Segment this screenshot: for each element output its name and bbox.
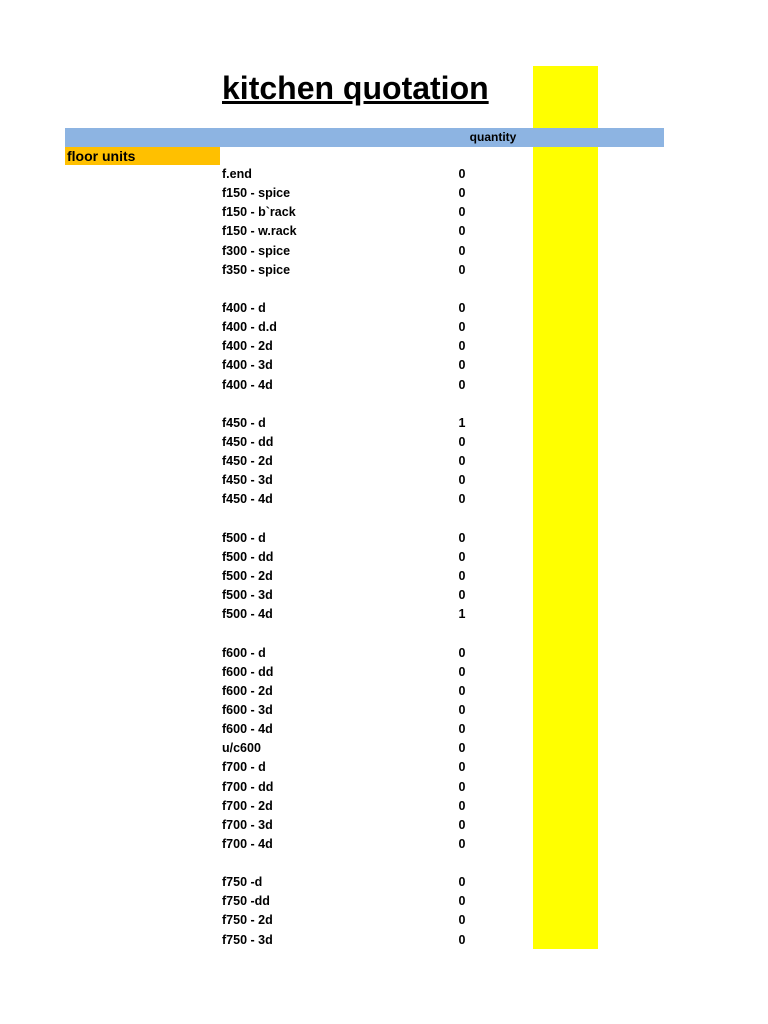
item-quantity: 0 — [458, 913, 466, 928]
item-quantity: 0 — [458, 549, 466, 564]
item-quantity: 0 — [458, 894, 466, 909]
item-quantity: 0 — [458, 434, 466, 449]
table-row — [0, 682, 768, 701]
table-row — [0, 184, 768, 203]
item-name: u/c600 — [222, 741, 261, 756]
item-name: f600 - d — [222, 645, 266, 660]
table-row — [0, 605, 768, 624]
table-row — [0, 356, 768, 375]
item-quantity: 0 — [458, 817, 466, 832]
item-name: f300 - spice — [222, 243, 291, 258]
table-row — [0, 490, 768, 509]
item-quantity: 0 — [458, 224, 466, 239]
item-quantity: 0 — [458, 300, 466, 315]
item-quantity: 0 — [458, 588, 466, 603]
table-row — [0, 720, 768, 739]
item-quantity: 0 — [458, 760, 466, 775]
table-row — [0, 318, 768, 337]
item-quantity: 0 — [458, 779, 466, 794]
table-row — [0, 873, 768, 892]
item-name: f450 - dd — [222, 434, 274, 449]
item-name: f600 - 2d — [222, 683, 273, 698]
item-name: f600 - 4d — [222, 722, 273, 737]
table-row — [0, 663, 768, 682]
item-name: f500 - 3d — [222, 588, 273, 603]
item-quantity: 0 — [458, 320, 466, 335]
item-name: f400 - 3d — [222, 358, 273, 373]
item-quantity: 0 — [458, 836, 466, 851]
table-row — [0, 835, 768, 854]
item-name: f350 - spice — [222, 262, 291, 277]
item-name: f150 - spice — [222, 186, 291, 201]
item-quantity: 0 — [458, 722, 466, 737]
item-name: f700 - 4d — [222, 836, 273, 851]
table-row-blank — [0, 624, 768, 643]
item-name: f500 - dd — [222, 549, 274, 564]
item-quantity: 0 — [458, 377, 466, 392]
table-row — [0, 203, 768, 222]
item-quantity: 0 — [458, 932, 466, 947]
item-name: f500 - 2d — [222, 568, 273, 583]
item-quantity: 0 — [458, 454, 466, 469]
table-row — [0, 586, 768, 605]
item-quantity: 0 — [458, 568, 466, 583]
item-name: f700 - d — [222, 760, 266, 775]
item-quantity: 0 — [458, 473, 466, 488]
item-quantity: 0 — [458, 741, 466, 756]
table-row — [0, 758, 768, 777]
item-name: f450 - 4d — [222, 492, 273, 507]
table-row — [0, 529, 768, 548]
table-row-blank — [0, 395, 768, 414]
table-row-blank — [0, 510, 768, 529]
item-name: f400 - d.d — [222, 320, 277, 335]
item-name: f500 - d — [222, 530, 266, 545]
item-name: f700 - 2d — [222, 798, 273, 813]
item-quantity: 0 — [458, 358, 466, 373]
table-row — [0, 452, 768, 471]
table-row — [0, 911, 768, 930]
table-row-blank — [0, 854, 768, 873]
item-name: f150 - w.rack — [222, 224, 297, 239]
item-name: f750 - 3d — [222, 932, 273, 947]
table-row — [0, 816, 768, 835]
item-name: f700 - dd — [222, 779, 274, 794]
table-row — [0, 242, 768, 261]
item-name: f400 - 4d — [222, 377, 273, 392]
table-row — [0, 567, 768, 586]
item-name: f700 - 3d — [222, 817, 273, 832]
item-quantity: 0 — [458, 205, 466, 220]
item-name: f750 -dd — [222, 894, 270, 909]
item-name: f750 -d — [222, 875, 263, 890]
item-name: f400 - 2d — [222, 339, 273, 354]
table-row — [0, 931, 768, 950]
section-label-floor-units: floor units — [65, 147, 220, 165]
column-header-bar — [65, 128, 664, 147]
table-row — [0, 644, 768, 663]
quantity-column-header: quantity — [469, 130, 517, 144]
item-name: f450 - 2d — [222, 454, 273, 469]
item-quantity: 0 — [458, 683, 466, 698]
item-quantity: 0 — [458, 262, 466, 277]
table-row — [0, 376, 768, 395]
table-row — [0, 414, 768, 433]
item-name: f150 - b`rack — [222, 205, 296, 220]
page-title: kitchen quotation — [222, 70, 489, 106]
item-name: f400 - d — [222, 300, 266, 315]
item-name: f.end — [222, 167, 252, 181]
table-row — [0, 892, 768, 911]
table-row — [0, 433, 768, 452]
item-quantity: 0 — [458, 875, 466, 890]
table-row — [0, 778, 768, 797]
table-row — [0, 261, 768, 280]
item-quantity: 0 — [458, 186, 466, 201]
item-name: f450 - 3d — [222, 473, 273, 488]
item-name: f600 - 3d — [222, 702, 273, 717]
item-quantity: 0 — [458, 243, 466, 258]
table-row — [0, 165, 768, 184]
item-name: f750 - 2d — [222, 913, 273, 928]
item-quantity: 0 — [458, 702, 466, 717]
table-row — [0, 701, 768, 720]
item-name: f500 - 4d — [222, 607, 273, 622]
item-quantity: 0 — [458, 339, 466, 354]
item-quantity: 0 — [458, 645, 466, 660]
item-name: f450 - d — [222, 415, 266, 430]
item-quantity: 0 — [458, 530, 466, 545]
item-quantity: 0 — [458, 664, 466, 679]
item-quantity: 1 — [458, 607, 466, 622]
item-quantity: 0 — [458, 798, 466, 813]
table-row-blank — [0, 280, 768, 299]
table-row — [0, 337, 768, 356]
quotation-table — [0, 165, 768, 950]
table-row — [0, 471, 768, 490]
table-row — [0, 797, 768, 816]
item-quantity: 0 — [458, 492, 466, 507]
table-row — [0, 548, 768, 567]
item-quantity: 0 — [458, 167, 466, 181]
item-quantity: 1 — [458, 415, 466, 430]
table-row — [0, 739, 768, 758]
table-row — [0, 222, 768, 241]
table-row — [0, 299, 768, 318]
item-name: f600 - dd — [222, 664, 274, 679]
